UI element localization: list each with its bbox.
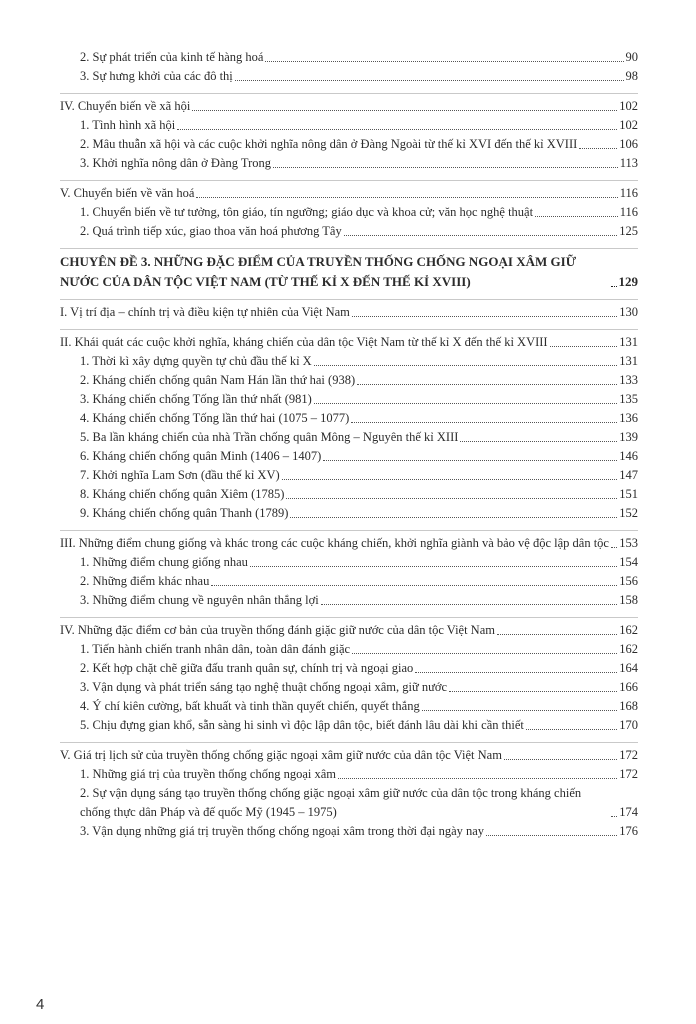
toc-entry-title: 8. Kháng chiến chống quân Xiêm (1785) [80, 487, 285, 501]
toc-entry[interactable] [60, 697, 638, 716]
page-number: 4 [36, 996, 45, 1013]
toc-entry[interactable] [60, 48, 638, 67]
toc-entry-title: 3. Vận dụng những giá trị truyền thống chống ngoại xâm trong thời đại ngày nay [80, 824, 485, 838]
section-divider [60, 248, 638, 249]
toc-entry-title: 7. Khởi nghĩa Lam Sơn (đầu thế kỉ XV) [80, 468, 280, 482]
toc-page-number: 166 [619, 680, 638, 694]
toc-entry[interactable] [60, 572, 638, 591]
toc-entry-title: 4. Ý chí kiên cường, bất khuất và tinh thần quyết chiến, quyết thắng [80, 699, 420, 713]
toc-entry-title: 2. Sự phát triển của kinh tế hàng hoá [80, 50, 264, 64]
toc-page-number: 154 [619, 555, 638, 569]
toc-section[interactable] [60, 333, 638, 352]
toc-section[interactable] [60, 303, 638, 322]
toc-entry-title: 3. Vận dụng và phát triển sáng tạo nghệ thuật chống ngoại xâm, giữ nước [80, 680, 448, 694]
toc-entry[interactable] [60, 678, 638, 697]
toc-page-number: 116 [619, 205, 638, 219]
toc-page-number: 172 [619, 748, 638, 762]
toc-entry[interactable] [60, 154, 638, 173]
toc-entry-title: 1. Thời kì xây dựng quyền tự chủ đầu thế kỉ X [80, 354, 312, 368]
toc-entry[interactable] [60, 466, 638, 485]
toc-page-number: 153 [619, 536, 638, 550]
toc-entry-title: 2. Những điểm khác nhau [80, 574, 210, 588]
table-of-contents [60, 48, 638, 841]
toc-page-number: 113 [619, 156, 638, 170]
toc-entry[interactable] [60, 504, 638, 523]
toc-section-title: III. Những điểm chung giống và khác trong các cuộc kháng chiến, khởi nghĩa giành và bảo vệ độc lập dân tộc [60, 536, 609, 550]
toc-section[interactable] [60, 621, 638, 640]
toc-entry-title: 3. Kháng chiến chống Tống lần thứ nhất (981) [80, 392, 312, 406]
toc-entry-title: 5. Chịu đựng gian khổ, sẵn sàng hi sinh vì độc lập dân tộc, biết đánh lâu dài khi cần thiết [80, 718, 524, 732]
toc-section[interactable] [60, 184, 638, 203]
toc-entry-title: 1. Tiến hành chiến tranh nhân dân, toàn dân đánh giặc [80, 642, 351, 656]
toc-entry-title: 2. Sự vận dụng sáng tạo truyền thống chống giặc ngoại xâm giữ nước của dân tộc trong kháng chiến chống thực dân Pháp và đế quốc Mỹ (1945 – 1975) [80, 786, 582, 819]
toc-entry[interactable] [60, 390, 638, 409]
toc-entry[interactable] [60, 135, 638, 154]
toc-section-title: IV. Chuyển biến về xã hội [60, 99, 191, 113]
section-divider [60, 93, 638, 94]
toc-page-number: 172 [619, 767, 638, 781]
toc-section-title: V. Giá trị lịch sử của truyền thống chống giặc ngoại xâm giữ nước của dân tộc Việt Nam [60, 748, 502, 762]
toc-page-number: 152 [619, 506, 638, 520]
toc-entry-title: 2. Kết hợp chặt chẽ giữa đấu tranh quân sự, chính trị và ngoại giao [80, 661, 414, 675]
toc-section[interactable] [60, 746, 638, 765]
toc-page-number: 174 [619, 805, 638, 819]
toc-page-number: 158 [619, 593, 638, 607]
toc-page-number: 125 [619, 224, 638, 238]
toc-page-number: 102 [619, 118, 638, 132]
toc-section[interactable] [60, 534, 638, 553]
toc-section-title: I. Vị trí địa – chính trị và điều kiện tự nhiên của Việt Nam [60, 305, 350, 319]
toc-entry[interactable] [60, 352, 638, 371]
toc-page-number: 151 [619, 487, 638, 501]
toc-entry[interactable] [60, 116, 638, 135]
toc-entry-title: 1. Tình hình xã hội [80, 118, 176, 132]
toc-entry-title: 1. Những điểm chung giống nhau [80, 555, 248, 569]
toc-page-number: 164 [619, 661, 638, 675]
toc-entry[interactable] [60, 447, 638, 466]
toc-page-number: 139 [619, 430, 638, 444]
toc-page-number: 156 [619, 574, 638, 588]
toc-entry[interactable] [60, 765, 638, 784]
toc-entry[interactable] [60, 428, 638, 447]
toc-section-title: V. Chuyển biến về văn hoá [60, 186, 195, 200]
toc-entry-title: 2. Kháng chiến chống quân Nam Hán lần thứ hai (938) [80, 373, 356, 387]
toc-entry[interactable] [60, 716, 638, 735]
toc-page-number: 106 [619, 137, 638, 151]
toc-page-number: 130 [619, 305, 638, 319]
toc-section-title: II. Khái quát các cuộc khởi nghĩa, kháng chiến của dân tộc Việt Nam từ thế kỉ X đến thế kỉ XVIII [60, 335, 548, 349]
toc-chapter[interactable] [60, 252, 638, 292]
toc-entry-title: 1. Chuyển biến về tư tưởng, tôn giáo, tín ngưỡng; giáo dục và khoa cử; văn học nghệ thuật [80, 205, 534, 219]
toc-page-number: 133 [619, 373, 638, 387]
toc-entry-title: 2. Mâu thuẫn xã hội và các cuộc khởi nghĩa nông dân ở Đàng Ngoài từ thế kỉ XVI đến thế kỉ XVIII [80, 137, 578, 151]
toc-page-number: 90 [625, 50, 638, 64]
toc-entry-title: 9. Kháng chiến chống quân Thanh (1789) [80, 506, 289, 520]
section-divider [60, 180, 638, 181]
toc-page-number: 131 [619, 354, 638, 368]
toc-entry-title: 3. Khởi nghĩa nông dân ở Đàng Trong [80, 156, 271, 170]
toc-entry-title: 5. Ba lần kháng chiến của nhà Trần chống quân Mông – Nguyên thế kỉ XIII [80, 430, 459, 444]
toc-entry-title: 2. Quá trình tiếp xúc, giao thoa văn hoá phương Tây [80, 224, 342, 238]
toc-section-title: IV. Những đặc điểm cơ bản của truyền thống đánh giặc giữ nước của dân tộc Việt Nam [60, 623, 495, 637]
toc-entry[interactable] [60, 485, 638, 504]
section-divider [60, 742, 638, 743]
toc-entry-title: 3. Những điểm chung về nguyên nhân thắng lợi [80, 593, 319, 607]
toc-entry[interactable] [60, 371, 638, 390]
toc-page-number: 98 [625, 69, 638, 83]
toc-entry-title: 3. Sự hưng khởi của các đô thị [80, 69, 233, 83]
toc-entry[interactable] [60, 640, 638, 659]
toc-page-number: 162 [619, 642, 638, 656]
toc-entry[interactable] [60, 222, 638, 241]
section-divider [60, 530, 638, 531]
section-divider [60, 617, 638, 618]
toc-chapter-title: CHUYÊN ĐỀ 3. NHỮNG ĐẶC ĐIỂM CỦA TRUYỀN THỐNG CHỐNG NGOẠI XÂM GIỮ NƯỚC CỦA DÂN TỘC VIỆT NAM (TỪ THẾ KỈ X ĐẾN THẾ KỈ XVIII) [60, 254, 577, 289]
toc-page-number: 162 [619, 623, 638, 637]
toc-entry[interactable] [60, 203, 638, 222]
toc-entry-title: 6. Kháng chiến chống quân Minh (1406 – 1407) [80, 449, 322, 463]
toc-entry[interactable] [60, 553, 638, 572]
toc-page-number: 102 [619, 99, 638, 113]
toc-entry-title: 4. Kháng chiến chống Tống lần thứ hai (1075 – 1077) [80, 411, 350, 425]
toc-entry[interactable] [60, 409, 638, 428]
toc-section[interactable] [60, 97, 638, 116]
toc-entry[interactable] [60, 67, 638, 86]
toc-entry[interactable] [60, 659, 638, 678]
toc-page-number: 135 [619, 392, 638, 406]
toc-page-number: 170 [619, 718, 638, 732]
section-divider [60, 329, 638, 330]
toc-entry-title: 1. Những giá trị của truyền thống chống ngoại xâm [80, 767, 337, 781]
toc-page-number: 129 [618, 274, 638, 289]
section-divider [60, 299, 638, 300]
toc-entry[interactable] [60, 822, 638, 841]
toc-entry[interactable] [60, 591, 638, 610]
toc-page-number: 136 [619, 411, 638, 425]
toc-page-number: 146 [619, 449, 638, 463]
toc-page-number: 168 [619, 699, 638, 713]
toc-page-number: 131 [619, 335, 638, 349]
toc-page-number: 176 [619, 824, 638, 838]
toc-page-number: 116 [619, 186, 638, 200]
toc-entry[interactable] [60, 784, 638, 822]
toc-page-number: 147 [619, 468, 638, 482]
